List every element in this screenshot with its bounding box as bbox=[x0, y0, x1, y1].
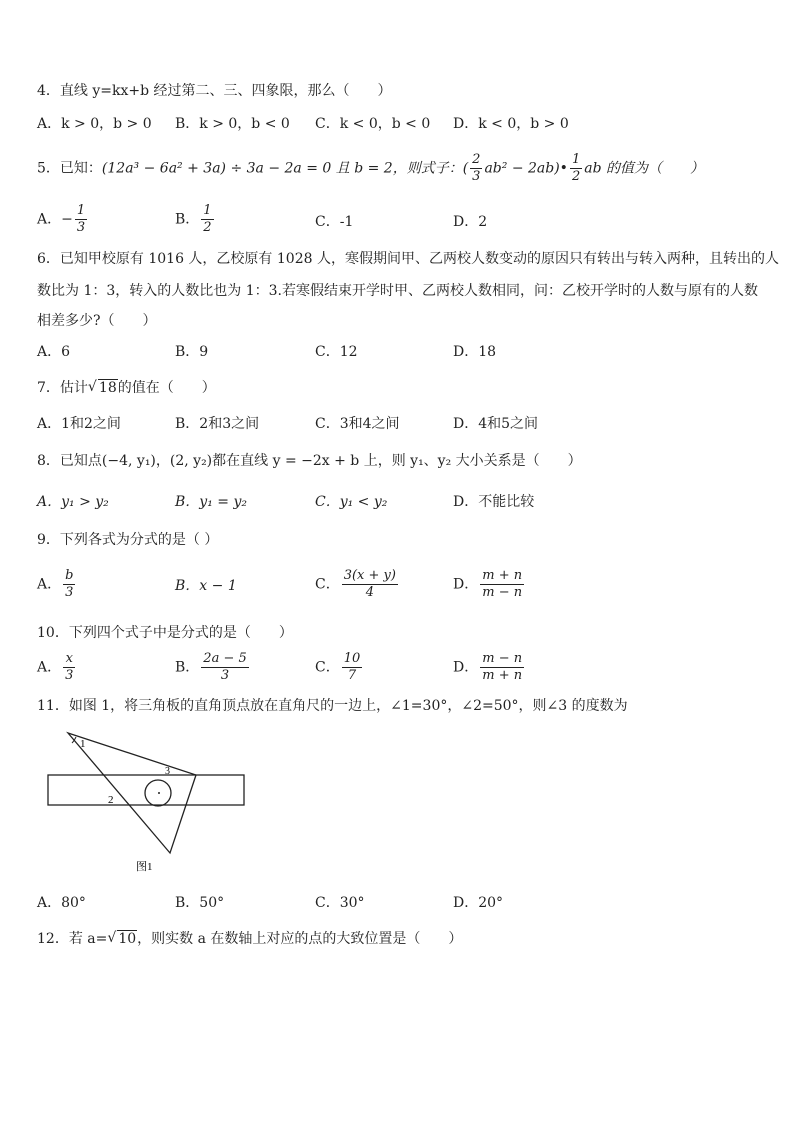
q10-d-num: m − n bbox=[482, 651, 523, 666]
q7-option-c[interactable]: C．3和4之间 bbox=[315, 416, 400, 432]
q10-option-b[interactable] bbox=[175, 651, 251, 684]
q10-b-fraction bbox=[201, 651, 248, 684]
q6-option-d[interactable]: D．18 bbox=[453, 344, 497, 360]
q8-option-b[interactable]: B．y₁ = y₂ bbox=[175, 494, 247, 510]
q10-option-d[interactable] bbox=[453, 651, 526, 684]
q12-radicand: 10 bbox=[118, 931, 137, 947]
q5-option-d[interactable]: D．2 bbox=[453, 214, 488, 230]
q8-option-d[interactable]: D．不能比较 bbox=[453, 494, 535, 510]
q10-b-num: 2a − 5 bbox=[203, 651, 247, 666]
figure-caption: 图1 bbox=[136, 861, 153, 873]
q12-tail: ，则实数 a 在数轴上对应的点的大致位置是（ ） bbox=[137, 931, 463, 947]
q5-expr: (12a³ − 6a² + 3a) ÷ 3a − 2a = 0 且 b = 2，则式子：( bbox=[101, 160, 469, 177]
q9-option-a[interactable] bbox=[37, 568, 77, 601]
q4-option-d[interactable]: D．k < 0，b > 0 bbox=[453, 116, 569, 132]
q8-option-a[interactable]: A．y₁ > y₂ bbox=[37, 494, 109, 510]
q5-frac-den: 3 bbox=[472, 169, 481, 184]
q7-radicand: 18 bbox=[98, 380, 117, 396]
q9-c-num: 3(x + y) bbox=[343, 568, 396, 583]
q12-lead: 12．若 a= bbox=[37, 931, 108, 947]
q9-option-b[interactable]: B．x − 1 bbox=[175, 578, 237, 594]
question-4-stem: 4．直线 y=kx+b 经过第二、三、四象限，那么（ ） bbox=[37, 83, 392, 99]
q5-tail: ab 的值为（ ） bbox=[584, 160, 704, 177]
q9-a-num: b bbox=[65, 568, 74, 583]
question-7-stem bbox=[37, 379, 216, 397]
q5-b-den: 2 bbox=[203, 220, 212, 235]
q9-a-fraction bbox=[63, 568, 75, 601]
q6-option-a[interactable]: A．6 bbox=[37, 344, 71, 360]
triangle-ruler-diagram bbox=[40, 725, 255, 875]
q4-option-c[interactable]: C．k < 0，b < 0 bbox=[315, 116, 431, 132]
q5-frac-num: 2 bbox=[472, 152, 481, 167]
q7-option-b[interactable]: B．2和3之间 bbox=[175, 416, 260, 432]
q10-a-fraction bbox=[63, 651, 75, 684]
q7-lead: 7．估计 bbox=[37, 380, 88, 396]
q10-b-den: 3 bbox=[220, 668, 230, 683]
q11-option-c[interactable]: C．30° bbox=[315, 895, 365, 911]
q9-option-c[interactable] bbox=[315, 568, 400, 601]
q5-fraction-half bbox=[570, 152, 582, 185]
q5-a-sign: − bbox=[61, 211, 73, 228]
question-11-stem: 11．如图 1，将三角板的直角顶点放在直角尺的一边上，∠1=30°，∠2=50°，则∠3 的度数为 bbox=[37, 698, 628, 714]
q11-option-d[interactable]: D．20° bbox=[453, 895, 504, 911]
q5-a-label: A． bbox=[37, 211, 62, 228]
question-6-line-3: 相差多少?（ ） bbox=[37, 313, 157, 329]
question-10-stem: 10．下列四个式子中是分式的是（ ） bbox=[37, 625, 293, 641]
q10-option-a[interactable] bbox=[37, 651, 77, 684]
question-5-stem bbox=[37, 152, 704, 185]
q11-option-a[interactable]: A．80° bbox=[37, 895, 86, 911]
q10-c-den: 7 bbox=[347, 668, 357, 683]
ruler-hole-center bbox=[158, 792, 160, 794]
q5-frac2-num: 1 bbox=[571, 152, 581, 167]
figure-1 bbox=[40, 725, 255, 875]
q5-a-fraction bbox=[75, 203, 87, 236]
q8-option-c[interactable]: C．y₁ < y₂ bbox=[315, 494, 388, 510]
q10-a-num: x bbox=[63, 651, 75, 668]
q5-mid: ab² − 2ab)• bbox=[484, 160, 568, 177]
q5-b-label: B． bbox=[175, 211, 200, 228]
question-6-line-1: 6．已知甲校原有 1016 人，乙校原有 1028 人，寒假期间甲、乙两校人数变动的原因只有转出与转入两种，且转出的人 bbox=[37, 251, 779, 267]
triangle-shape bbox=[68, 733, 196, 853]
q9-a-label: A． bbox=[37, 576, 62, 593]
q9-c-label: C． bbox=[315, 576, 340, 593]
q10-c-num: 10 bbox=[343, 651, 361, 666]
q6-option-b[interactable]: B．9 bbox=[175, 344, 209, 360]
q5-option-a[interactable] bbox=[37, 203, 89, 236]
q9-a-den: 3 bbox=[65, 585, 74, 600]
q5-b-num: 1 bbox=[203, 203, 212, 218]
q9-d-fraction bbox=[480, 568, 524, 601]
q5-option-b[interactable] bbox=[175, 203, 216, 236]
q9-d-num: m + n bbox=[482, 568, 523, 583]
q7-tail: 的值在（ ） bbox=[117, 380, 216, 396]
q10-a-label: A． bbox=[37, 659, 62, 676]
angle-3-label: 3 bbox=[165, 766, 170, 777]
q9-c-den: 4 bbox=[365, 585, 374, 600]
q10-c-label: C． bbox=[315, 659, 340, 676]
q9-option-d[interactable] bbox=[453, 568, 526, 601]
q12-sqrt bbox=[107, 930, 137, 948]
q6-option-c[interactable]: C．12 bbox=[315, 344, 358, 360]
question-9-stem: 9．下列各式为分式的是（ ） bbox=[37, 532, 219, 548]
q11-option-b[interactable]: B．50° bbox=[175, 895, 225, 911]
q4-option-a[interactable]: A．k > 0，b > 0 bbox=[37, 116, 152, 132]
q10-option-c[interactable] bbox=[315, 651, 364, 684]
q10-d-fraction bbox=[480, 651, 524, 684]
q7-option-a[interactable]: A．1和2之间 bbox=[37, 416, 121, 432]
q4-option-b[interactable]: B．k > 0，b < 0 bbox=[175, 116, 290, 132]
q10-c-fraction bbox=[342, 651, 363, 684]
question-8-stem: 8．已知点(−4, y₁)，(2, y₂)都在直线 y = −2x + b 上，则 y₁、y₂ 大小关系是（ ） bbox=[37, 453, 582, 469]
q5-fraction-two-thirds bbox=[470, 152, 482, 185]
q10-a-den: 3 bbox=[65, 668, 74, 683]
question-12-stem bbox=[37, 930, 462, 948]
question-6-line-2: 数比为 1：3，转入的人数比也为 1：3.若寒假结束开学时甲、乙两校人数相同，问：乙校开学时的人数与原有的人数 bbox=[37, 283, 758, 299]
q9-d-den: m − n bbox=[482, 585, 523, 600]
angle-2-label: 2 bbox=[108, 794, 114, 806]
q7-sqrt bbox=[88, 379, 118, 397]
q10-d-label: D． bbox=[453, 659, 479, 676]
q9-c-fraction bbox=[342, 568, 398, 601]
q9-d-label: D． bbox=[453, 576, 479, 593]
angle-1-label: 1 bbox=[80, 738, 86, 750]
q5-a-num: 1 bbox=[76, 203, 86, 218]
q10-d-den: m + n bbox=[482, 668, 523, 683]
q5-a-den: 3 bbox=[76, 220, 86, 235]
q5-lead: 5．已知： bbox=[37, 160, 102, 177]
q5-b-fraction bbox=[201, 203, 213, 236]
q10-b-label: B． bbox=[175, 659, 200, 676]
q5-option-c[interactable]: C．-1 bbox=[315, 214, 354, 230]
q5-frac2-den: 2 bbox=[571, 169, 581, 184]
q7-option-d[interactable]: D．4和5之间 bbox=[453, 416, 539, 432]
